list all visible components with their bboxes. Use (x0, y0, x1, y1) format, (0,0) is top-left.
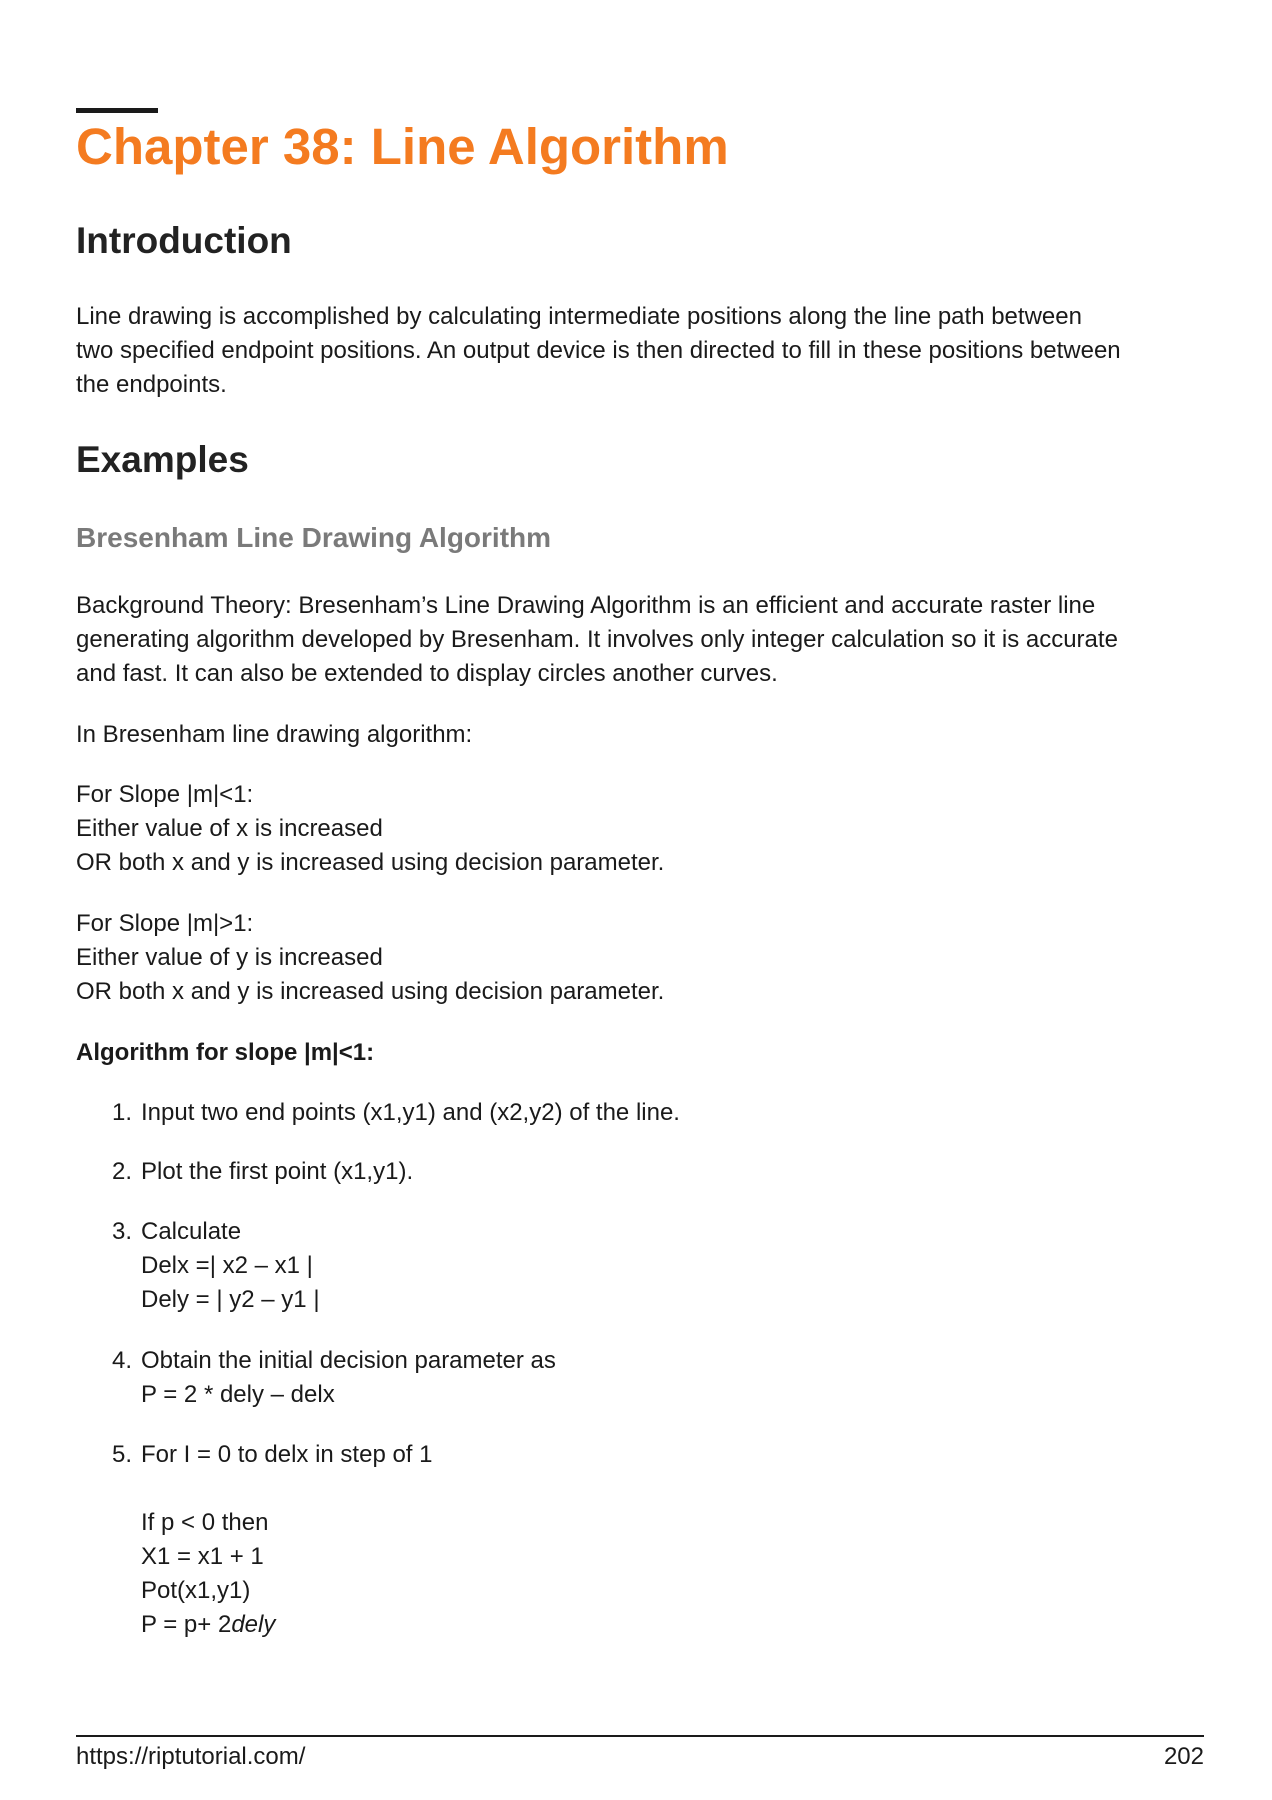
introduction-line: Line drawing is accomplished by calculating intermediate positions along the line path between (76, 303, 1082, 330)
slope-less-paragraph (76, 778, 1206, 880)
slope-less-line: OR both x and y is increased using decision parameter. (76, 849, 665, 876)
algorithm-heading-text: Algorithm for slope |m|<1: (76, 1039, 375, 1066)
step-line-italic: dely (231, 1611, 276, 1638)
document-page (76, 0, 1204, 1800)
step-line: Delx =| x2 – x1 | (141, 1252, 313, 1279)
slope-greater-paragraph (76, 907, 1206, 1009)
slope-greater-line: For Slope |m|>1: (76, 910, 254, 937)
introduction-line: the endpoints. (76, 371, 227, 398)
step-body (141, 1155, 413, 1189)
step-line: P = 2 * dely – delx (141, 1381, 335, 1408)
algorithm-heading (76, 1036, 1206, 1070)
background-line: generating algorithm developed by Bresenham. It involves only integer calculation so it is accurate (76, 626, 1118, 653)
introduction-paragraph (76, 300, 1206, 402)
slope-greater-line: Either value of y is increased (76, 944, 383, 971)
background-paragraph (76, 589, 1206, 691)
step-spacer (141, 1472, 433, 1506)
step-number: 2. (112, 1158, 133, 1185)
background-line: Background Theory: Bresenham’s Line Drawing Algorithm is an efficient and accurate raster line (76, 592, 1096, 619)
step-number: 4. (112, 1347, 133, 1374)
step-line: Pot(x1,y1) (141, 1577, 251, 1604)
page-number: 202 (1163, 1743, 1204, 1770)
examples-heading: Examples (76, 439, 249, 480)
background-line: and fast. It can also be extended to display circles another curves. (76, 660, 778, 687)
step-line: X1 = x1 + 1 (141, 1543, 264, 1570)
chapter-title: Chapter 38: Line Algorithm (76, 118, 729, 175)
step-body (141, 1344, 556, 1412)
slope-less-line: For Slope |m|<1: (76, 781, 254, 808)
slope-greater-line: OR both x and y is increased using decision parameter. (76, 978, 665, 1005)
step-body (141, 1215, 320, 1317)
step-number: 5. (112, 1441, 133, 1468)
footer-rule (76, 1735, 1204, 1737)
step-line: Calculate (141, 1218, 242, 1245)
bresenham-subheading: Bresenham Line Drawing Algorithm (76, 522, 552, 553)
step-line: Plot the first point (x1,y1). (141, 1158, 414, 1185)
slope-less-line: Either value of x is increased (76, 815, 383, 842)
step-body (141, 1096, 680, 1130)
step-body (141, 1438, 433, 1642)
step-line: Input two end points (x1,y1) and (x2,y2) of the line. (141, 1099, 680, 1126)
introduction-heading: Introduction (76, 220, 292, 261)
footer-url-link[interactable]: https://riptutorial.com/ (76, 1743, 306, 1770)
step-line-prefix: P = p+ 2 (141, 1611, 232, 1638)
step-line-last (141, 1608, 433, 1642)
intro-line: In Bresenham line drawing algorithm: (76, 721, 473, 748)
step-number: 1. (112, 1099, 133, 1126)
step-line: Obtain the initial decision parameter as (141, 1347, 556, 1374)
step-line: If p < 0 then (141, 1509, 269, 1536)
step-number: 3. (112, 1218, 133, 1245)
step-line: Dely = | y2 – y1 | (141, 1286, 320, 1313)
step-line: For I = 0 to delx in step of 1 (141, 1441, 433, 1468)
introduction-line: two specified endpoint positions. An output device is then directed to fill in these positions between (76, 337, 1121, 364)
intro-line-paragraph (76, 718, 1206, 752)
